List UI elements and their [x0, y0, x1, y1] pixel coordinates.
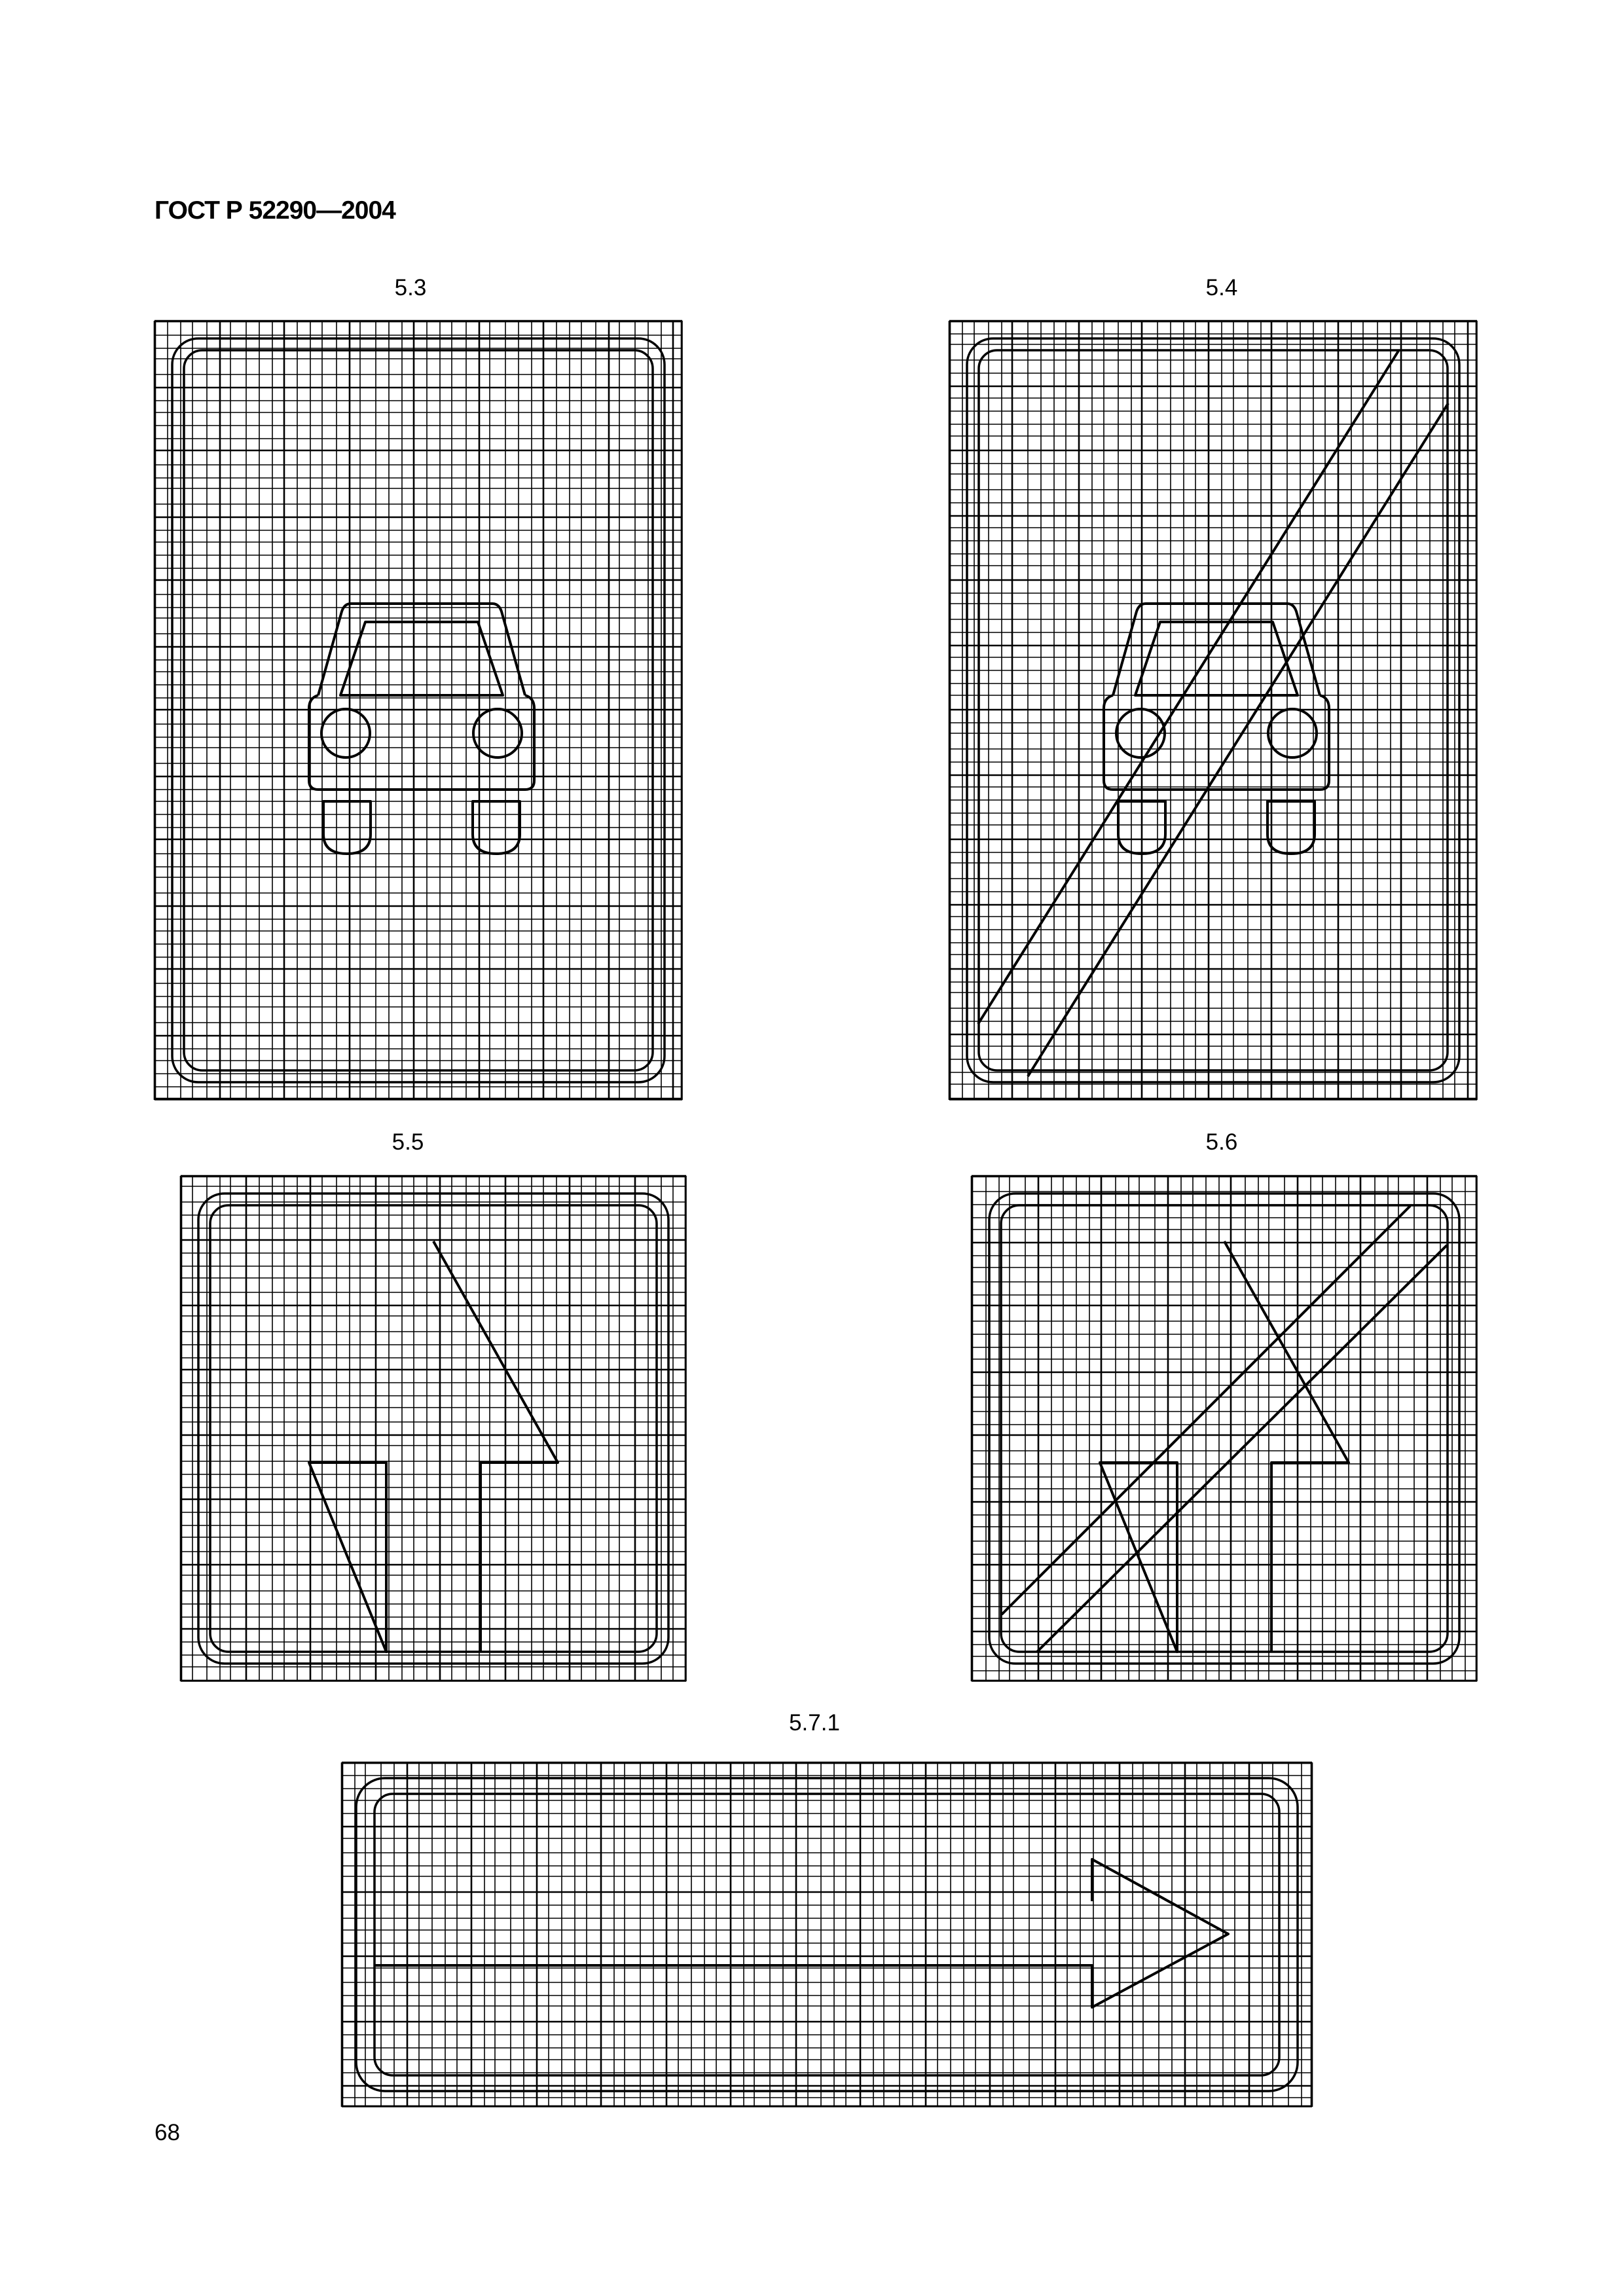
- figure-label-5-5: 5.5: [392, 1129, 424, 1155]
- cancel-stripes: [1002, 1206, 1447, 1652]
- figure-label-5-6: 5.6: [1205, 1129, 1238, 1155]
- figure-5-7-1: [342, 1762, 1312, 2107]
- grid-border: [181, 1176, 685, 1681]
- figure-label-5-4: 5.4: [1205, 275, 1238, 301]
- figure-5-3: [155, 321, 682, 1100]
- car-icon: [309, 604, 534, 854]
- figure-5-4: [949, 321, 1477, 1100]
- figure-5-6: [972, 1176, 1477, 1681]
- grid: [342, 1762, 1312, 2107]
- arrow-up-icon: [309, 1241, 558, 1652]
- grid: [949, 321, 1477, 1100]
- grid: [972, 1176, 1477, 1681]
- sign-frame: [356, 1778, 1298, 2091]
- document-header: ГОСТ Р 52290—2004: [155, 196, 395, 225]
- figure-label-5-7-1: 5.7.1: [789, 1710, 840, 1736]
- grid-border: [342, 1763, 1311, 2106]
- arrow-up-icon: [1100, 1241, 1349, 1652]
- page-number: 68: [155, 2120, 180, 2145]
- sign-frame: [198, 1194, 668, 1664]
- grid: [181, 1176, 686, 1681]
- grid: [155, 321, 682, 1100]
- figure-5-5: [181, 1176, 686, 1681]
- grid-border: [972, 1176, 1476, 1681]
- figure-label-5-3: 5.3: [394, 275, 427, 301]
- arrow-right-icon: [374, 1859, 1228, 2007]
